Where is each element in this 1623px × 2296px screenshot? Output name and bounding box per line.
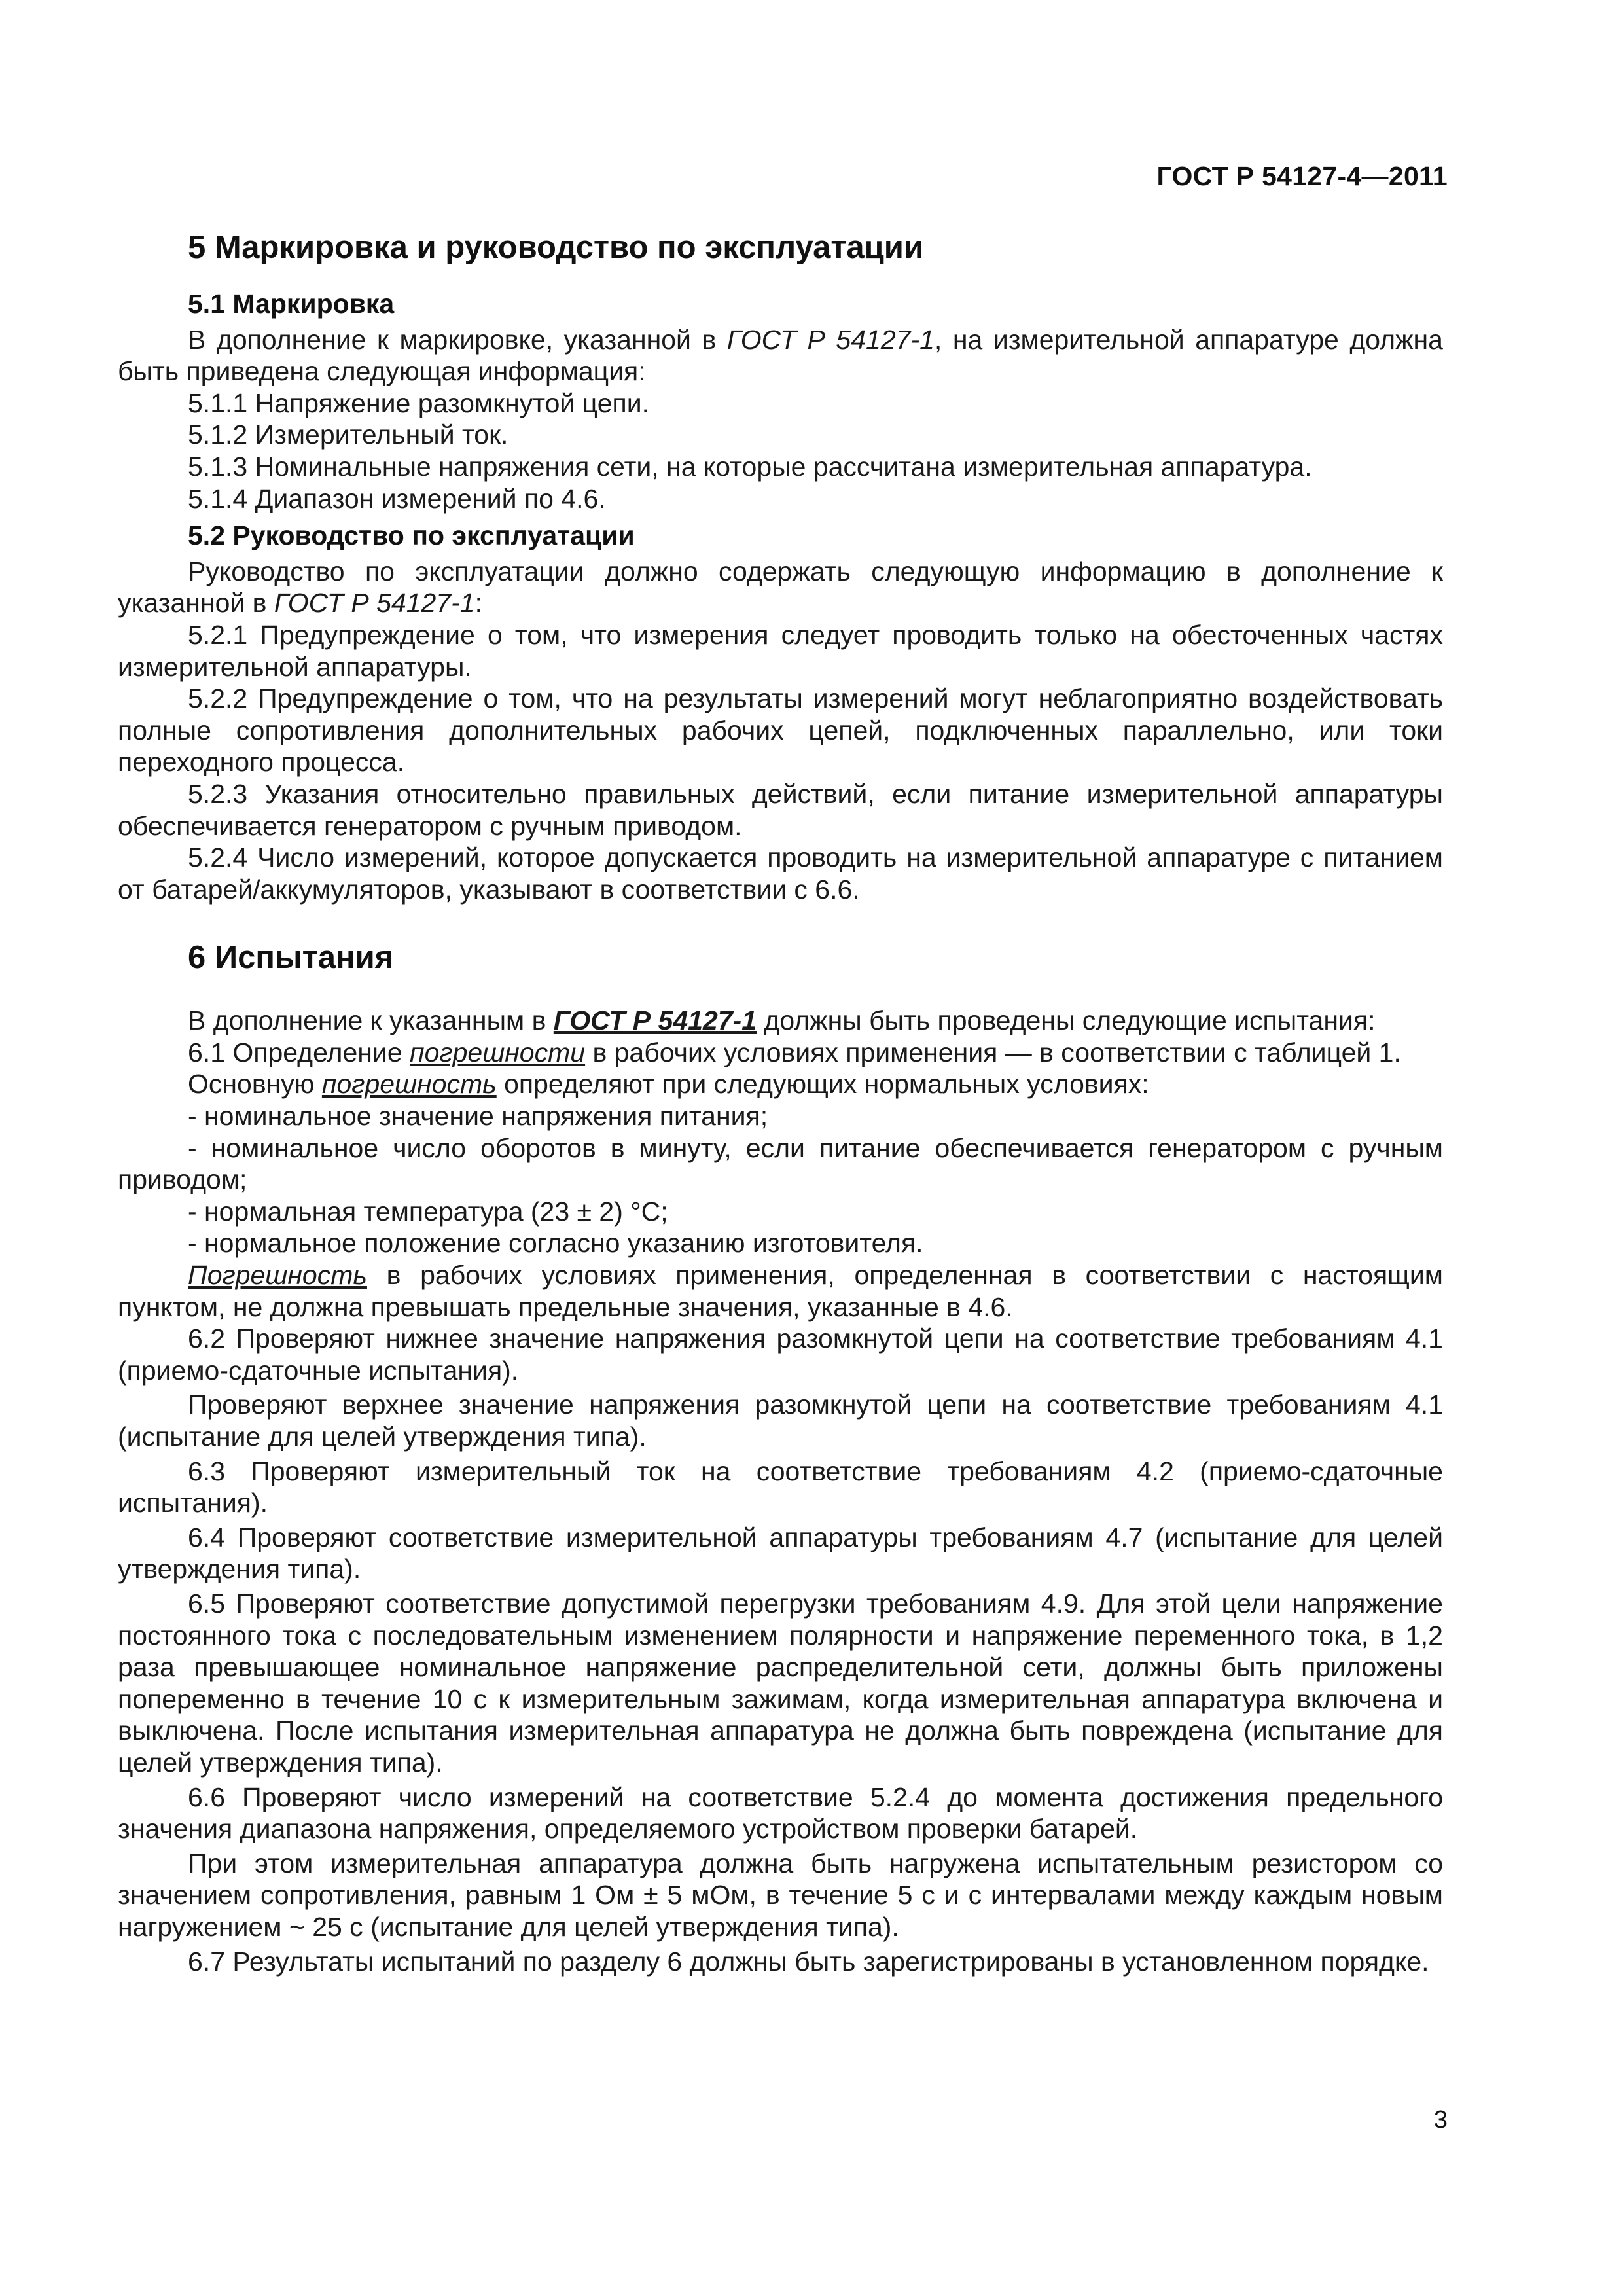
paragraph-6-6-load: При этом измерительная аппаратура должна быть нагружена испытательным резистором со значением сопротивления, равным 1 Ом ± 5 мОм, в течение 5 с и с интервалами между каждым новым нагружением ~ 25 с (испытание для целей утверждения типа). [118,1848,1443,1942]
paragraph-basic-error [118,1068,1443,1100]
text-fragment: В дополнение к маркировке, указанной в [188,324,727,355]
paragraph-6-2: 6.2 Проверяют нижнее значение напряжения разомкнутой цепи на соответствие требованиям 4.1 (приемо-сдаточные испытания). [118,1323,1443,1386]
paragraph-5-1-intro [118,324,1443,387]
text-fragment: определяют при следующих нормальных условиях: [496,1069,1149,1100]
condition-item: - нормальное положение согласно указанию изготовителя. [188,1228,923,1259]
condition-item: - нормальная температура (23 ± 2) °С; [188,1196,668,1227]
subsection-5-2-heading: 5.2 Руководство по эксплуатации [188,520,635,551]
paragraph-6-4: 6.4 Проверяют соответствие измерительной аппаратуры требованиям 4.7 (испытание для целей утверждения типа). [118,1522,1443,1585]
paragraph-6-intro [118,1005,1443,1037]
text-fragment: в рабочих условиях применения — в соответствии с таблицей 1. [585,1037,1401,1067]
subsection-5-1-heading: 5.1 Маркировка [188,289,395,319]
text-fragment: должны быть проведены следующие испытания: [757,1005,1376,1036]
item-5-2-2: 5.2.2 Предупреждение о том, что на результаты измерений могут неблагоприятно воздействовать полные сопротивления дополнительных рабочих цепей, подключенных параллельно, или токи переходного процесса. [118,683,1443,778]
text-fragment: 6.1 Определение [188,1037,410,1067]
paragraph-6-2-upper: Проверяют верхнее значение напряжения разомкнутой цепи на соответствие требованиям 4.1 (испытание для целей утверждения типа). [118,1390,1443,1452]
standard-reference: ГОСТ Р 54127-1 [553,1005,757,1036]
section-5-heading: 5 Маркировка и руководство по эксплуатации [188,230,923,265]
item-5-1-2: 5.1.2 Измерительный ток. [188,420,508,450]
item-5-1-1: 5.1.1 Напряжение разомкнутой цепи. [188,387,649,418]
text-fragment: , на измерительной аппаратуре должна быть приведена следующая информация: [118,324,1443,387]
paragraph-6-1 [118,1037,1443,1069]
term-error: погрешности [410,1037,586,1067]
section-6-heading: 6 Испытания [188,940,394,976]
item-5-2-4: 5.2.4 Число измерений, которое допускается проводить на измерительной аппаратуре с питанием от батарей/аккумуляторов, указывают в соответствии с 6.6. [118,842,1443,905]
item-5-2-3: 5.2.3 Указания относительно правильных действий, если питание измерительной аппаратуры обеспечивается генератором с ручным приводом. [118,778,1443,841]
text-fragment: : [474,588,482,619]
item-5-1-3: 5.1.3 Номинальные напряжения сети, на которые рассчитана измерительная аппаратура. [188,451,1312,482]
document-number-header: ГОСТ Р 54127-4—2011 [1156,161,1448,191]
standard-reference: ГОСТ Р 54127-1 [726,324,935,355]
paragraph-6-3: 6.3 Проверяют измерительный ток на соответствие требованиям 4.2 (приемо-сдаточные испытания). [118,1456,1443,1518]
text-fragment: Руководство по эксплуатации должно содержать следующую информацию в дополнение к указанной в [118,556,1443,619]
text-fragment: В дополнение к указанным в [188,1005,554,1036]
paragraph-6-6: 6.6 Проверяют число измерений на соответствие 5.2.4 до момента достижения предельного значения диапазона напряжения, определяемого устройством проверки батарей. [118,1782,1443,1844]
text-fragment: в рабочих условиях применения, определенная в соответствии с настоящим пунктом, не должна превышать предельные значения, указанные в 4.6. [118,1260,1443,1322]
item-5-1-4: 5.1.4 Диапазон измерений по 4.6. [188,483,606,514]
page-number: 3 [1433,2106,1448,2134]
term-error: погрешность [321,1069,497,1100]
term-error: Погрешность [188,1260,367,1291]
paragraph-6-5: 6.5 Проверяют соответствие допустимой перегрузки требованиям 4.9. Для этой цели напряжение постоянного тока с последовательным изменением полярности и напряжение переменного тока, в 1,2 раза превышающее номинальное напряжение распределительной сети, должны быть приложены попеременно в течение 10 с к измерительным зажимам, когда измерительная аппаратура включена и выключена. После испытания измерительная аппаратура не должна быть повреждена (испытание для целей утверждения типа). [118,1588,1443,1778]
page-content [118,228,1443,1977]
condition-item: - номинальное значение напряжения питания; [188,1101,768,1132]
standard-reference: ГОСТ Р 54127-1 [274,588,475,619]
paragraph-6-7: 6.7 Результаты испытаний по разделу 6 должны быть зарегистрированы в установленном порядке. [188,1946,1429,1977]
paragraph-5-2-intro [118,556,1443,619]
text-fragment: Основную [188,1069,322,1100]
condition-item: - номинальное число оборотов в минуту, если питание обеспечивается генератором с ручным приводом; [118,1132,1443,1195]
paragraph-error-limit [118,1259,1443,1323]
item-5-2-1: 5.2.1 Предупреждение о том, что измерения следует проводить только на обесточенных частях измерительной аппаратуры. [118,619,1443,682]
